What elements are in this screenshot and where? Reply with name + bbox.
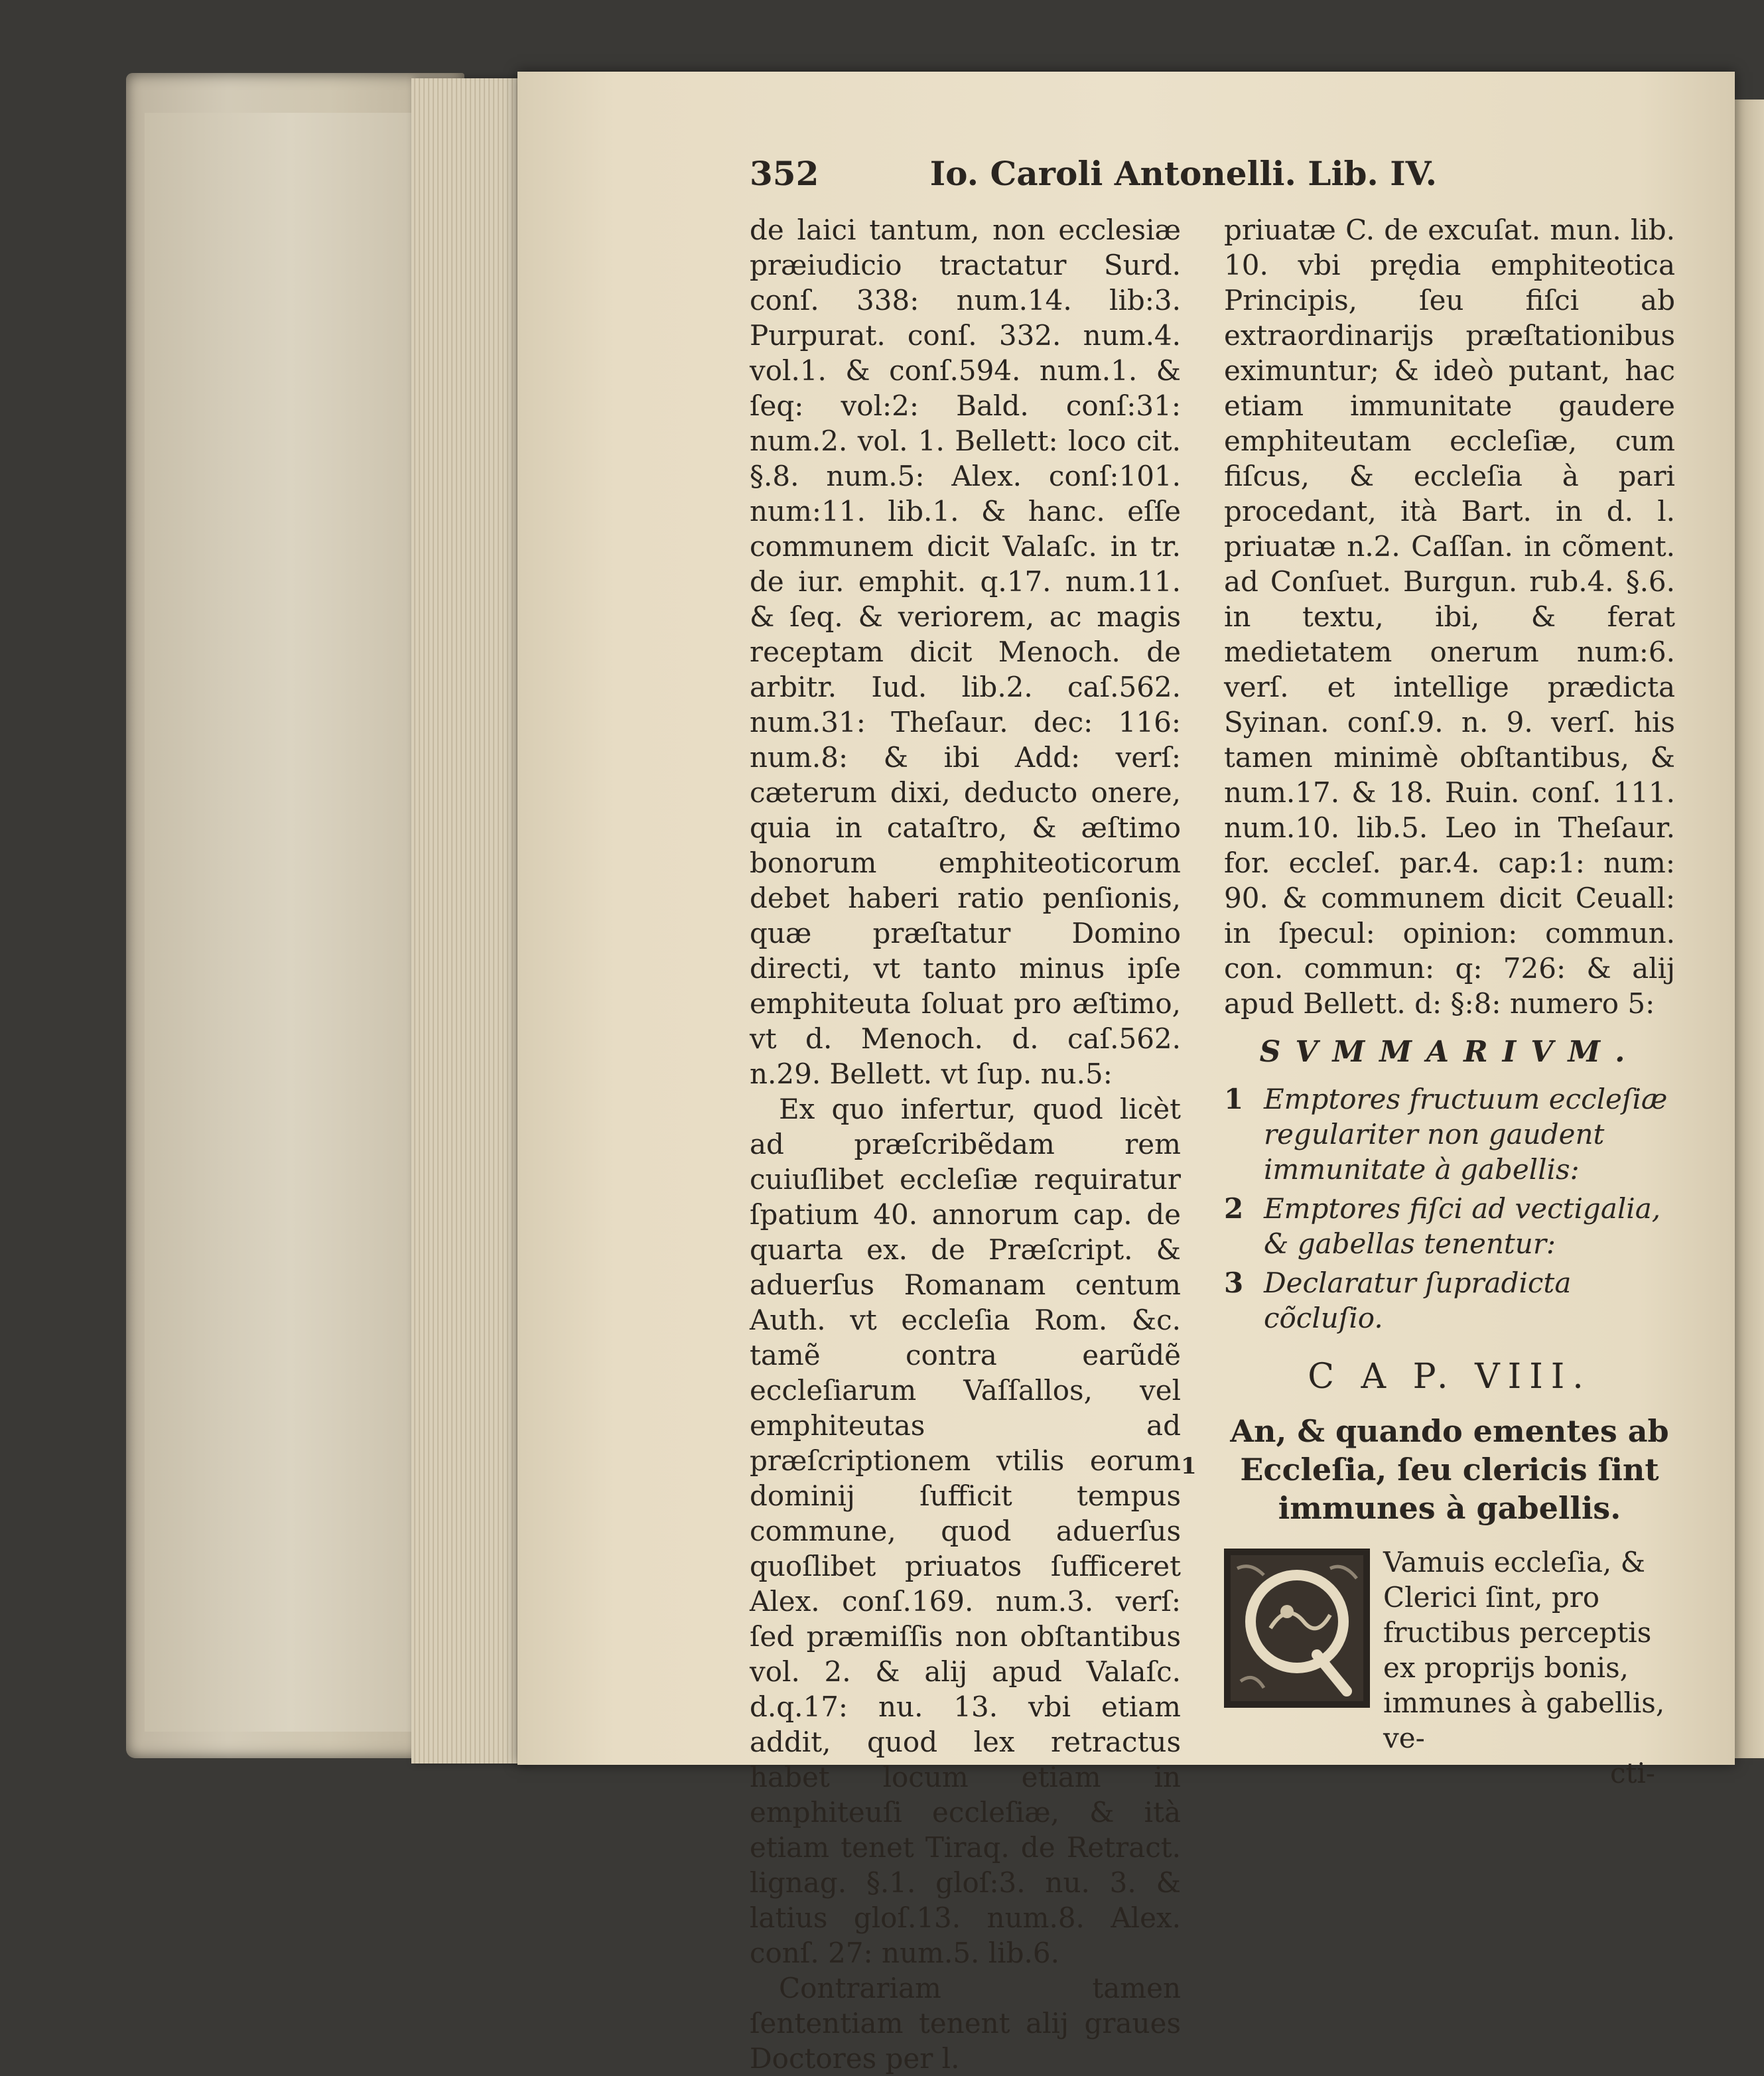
cover-inner-paper (145, 113, 437, 1732)
summarium-item-number: 2 (1224, 1192, 1244, 1225)
left-paragraph-3: Contrariam tamen ſententiam tenent alij graues Doctores per l. (750, 1972, 1181, 2075)
chapter-opening (1224, 1545, 1675, 1791)
right-paragraph-1: priuatæ C. de excuſat. mun. lib. 10. vbi prędia emphiteotica Principis, ſeu fiſci ab extraordinarijs præſtationibus eximuntur; & ideò putant, hac etiam immunitate gaudere emphiteutam eccleſiæ, cum fiſcus, & eccleſia à pari procedant, ità Bart. in d. l. priuatæ n.2. Caſſan. in cõment. ad Conſuet. Burgun. rub.4. §.6. in textu, ibi, & ferat medietatem onerum num:6. verſ. et intellige prædicta Syinan. conſ.9. n. 9. verſ. his tamen minimè obſtantibus, & num.17. & 18. Ruin. conſ. 111. num.10. lib.5. Leo in Theſaur. for. eccleſ. par.4. cap:1: num: 90. & communem dicit Ceuall: in ſpecul: opinion: commun. con. commun: q: 726: & alij apud Bellett. d: §:8: numero 5: (1224, 214, 1675, 1020)
right-column (1224, 212, 1675, 1791)
summarium-item (1224, 1081, 1675, 1187)
marginal-number: 1 (1181, 1453, 1197, 1480)
chapter-first-paragraph: Vamuis eccleſia, & Clerici ſint, pro fructibus perceptis ex proprijs bonis, immunes à gabellis, ve- (1383, 1546, 1665, 1754)
chapter-subtitle: An, & quando ementes ab Eccleſia, ſeu clericis ſint immunes à gabellis. (1230, 1413, 1669, 1526)
summarium-item-number: 1 (1224, 1083, 1244, 1115)
chapter-title: C A P. VIII. (1308, 1357, 1592, 1397)
summarium-item (1224, 1191, 1675, 1261)
page-edges (411, 78, 527, 1764)
left-paragraph-1: de laici tantum, non ecclesiæ præiudicio tractatur Surd. conſ. 338: num.14. lib:3. Purpurat. conſ. 332. num.4. vol.1. & conſ.594. num.1. & ſeq: vol:2: Bald. conſ:31: num.2. vol. 1. Bellett: loco cit. §.8. num.5: Alex. conſ:101. num:11. lib.1. & hanc. eſſe communem dicit Valaſc. in tr. de iur. emphit. q.17. num.11. & ſeq. & veriorem, ac magis receptam dicit Menoch. de arbitr. Iud. lib.2. caſ.562. num.31: Theſaur. dec: 116: num.8: & ibi Add: verſ: cæterum dixi, deducto onere, quia in cataſtro, & æſtimo bonorum emphiteoticorum debet haberi ratio penſionis, quæ præſtatur Domino directi, vt tanto minus ipſe emphiteuta ſoluat pro æſtimo, vt d. Menoch. d. caſ.562. n.29. Bellett. vt ſup. nu.5: (750, 214, 1181, 1090)
decorated-initial-q-icon (1224, 1549, 1370, 1708)
summarium-item-text: Emptores fructuum eccleſiæ regulariter non gaudent immunitate à gabellis: (1264, 1083, 1668, 1186)
summarium-title: SVMMARIVM. (1259, 1035, 1640, 1069)
catchword: cti- (1609, 1757, 1655, 1789)
running-head-title: Io. Caroli Antonelli. Lib. IV. (929, 154, 1438, 193)
summarium-item-text: Emptores fiſci ad vectigalia, & gabellas tenentur: (1264, 1192, 1661, 1260)
running-head (750, 154, 1437, 200)
summarium-item-text: Declaratur ſupradicta cõcluſio. (1264, 1267, 1572, 1334)
left-column (750, 212, 1181, 2076)
summarium-item-number: 3 (1224, 1267, 1244, 1299)
page-number: 352 (750, 154, 819, 193)
chapter-text-block (1383, 1545, 1675, 1791)
left-paragraph-2: Ex quo infertur, quod licèt ad præſcribẽdam rem cuiuſlibet eccleſiæ requiratur ſpatium 40. annorum cap. de quarta ex. de Præſcript. & aduerſus Romanam centum Auth. vt eccleſia Rom. &c. tamẽ contra earũdẽ eccleſiarum Vaſſallos, vel emphiteutas ad præſcriptionem vtilis eorum dominij ſufficit tempus commune, quod aduerſus quoſlibet priuatos ſufficeret Alex. conſ.169. num.3. verſ: ſed præmiſſis non obſtantibus vol. 2. & alij apud Valaſc. d.q.17: nu. 13. vbi etiam addit, quod lex retractus habet locum etiam in emphiteuſi eccleſiæ, & ità etiam tenet Tiraq. de Retract. lignag. §.1. gloſ:3. nu. 3. & latius gloſ.13. num.8. Alex. conſ. 27: num.5. lib.6. (750, 1093, 1181, 1969)
summarium-item (1224, 1265, 1675, 1336)
